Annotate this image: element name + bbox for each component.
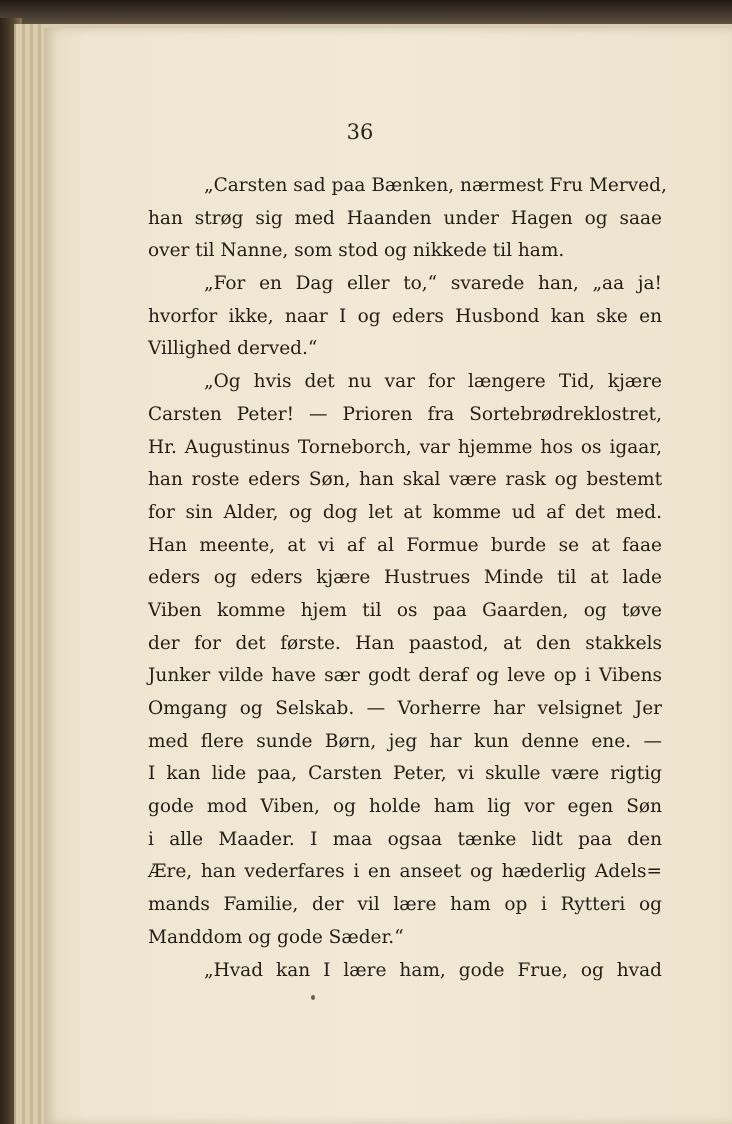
ink-speck: [311, 995, 315, 1000]
text-line: med flere sunde Børn, jeg har kun denne ene. —: [148, 730, 662, 752]
text-line: „Og hvis det nu var for længere Tid, kjære: [204, 371, 662, 393]
page-leaf-edge: [30, 24, 33, 1124]
text-line: Viben komme hjem til os paa Gaarden, og tøve: [148, 599, 662, 621]
text-line: „Hvad kan I lære ham, gode Frue, og hvad: [204, 959, 662, 981]
text-line: Han meente, at vi af al Formue burde se at faae: [148, 534, 662, 556]
text-line: Manddom og gode Sæder.“: [148, 926, 404, 948]
page-number: 36: [346, 120, 374, 144]
text-line: eders og eders kjære Hustrues Minde til at lade: [148, 567, 662, 589]
text-line: mands Familie, der vil lære ham op i Rytteri og: [148, 894, 662, 916]
text-line: I kan lide paa, Carsten Peter, vi skulle være rigtig: [148, 763, 662, 785]
text-line: Junker vilde have sær godt deraf og leve op i Vibens: [148, 665, 662, 687]
text-line: han roste eders Søn, han skal være rask og bestemt: [148, 469, 662, 491]
text-line: han strøg sig med Haanden under Hagen og saae: [148, 207, 662, 229]
page-leaf-edge: [38, 24, 41, 1124]
text-line: Omgang og Selskab. — Vorherre har velsignet Jer: [148, 698, 662, 719]
text-line: der for det første. Han paastod, at den stakkels: [148, 632, 662, 654]
text-line: gode mod Viben, og holde ham lig vor egen Søn: [148, 796, 662, 818]
page-leaf-edge: [22, 24, 25, 1124]
text-line: over til Nanne, som stod og nikkede til ham.: [148, 240, 565, 262]
text-line: Carsten Peter! — Prioren fra Sortebrødreklostret,: [148, 403, 662, 425]
text-line: Villighed derved.“: [148, 338, 318, 360]
text-line: Hr. Augustinus Torneborch, var hjemme hos os igaar,: [148, 436, 662, 458]
page-body-text: [148, 170, 667, 987]
text-line: hvorfor ikke, naar I og eders Husbond kan ske en: [148, 305, 662, 327]
text-line: for sin Alder, og dog let at komme ud af det med.: [148, 501, 662, 523]
text-line: Ære, han vederfares i en anseet og hæderlig Adels=: [148, 861, 662, 883]
text-line: i alle Maader. I maa ogsaa tænke lidt paa den: [148, 828, 662, 850]
text-line: „For en Dag eller to,“ svarede han, „aa ja!: [204, 273, 662, 295]
text-line: „Carsten sad paa Bænken, nærmest Fru Merved,: [204, 175, 667, 196]
